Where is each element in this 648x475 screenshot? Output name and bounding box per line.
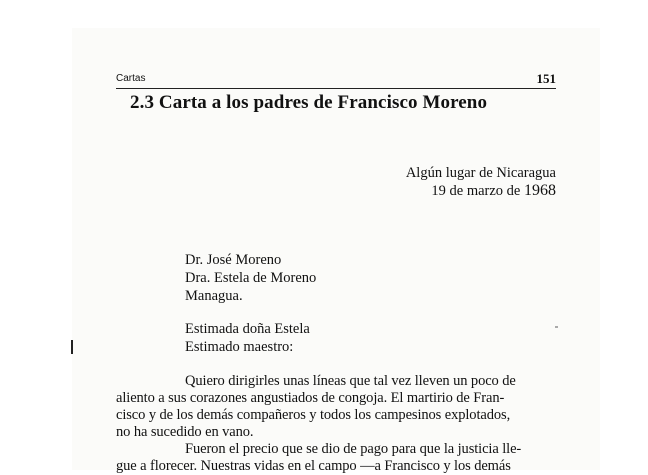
- letter-body: [116, 373, 521, 475]
- running-header-section: Cartas: [116, 73, 146, 84]
- addressee-line: Dra. Estela de Moreno: [185, 270, 317, 286]
- letter-title: 2.3 Carta a los padres de Francisco Moreno: [130, 92, 488, 113]
- salutation-line: Estimada doña Estela: [185, 321, 310, 337]
- body-line: Fueron el precio que se dio de pago para que la justicia lle-: [185, 441, 522, 457]
- addressee-line: Dr. José Moreno: [185, 252, 282, 268]
- scan-margin-mark: [71, 340, 73, 354]
- body-line: Quiero dirigirles unas líneas que tal vez lleven un poco de: [185, 373, 516, 389]
- letter-year: 1968: [524, 182, 556, 199]
- body-line: aliento a sus corazones angustiados de congoja. El martirio de Fran-: [116, 390, 505, 406]
- letter-date-line: [406, 182, 556, 200]
- letter-date: 19 de marzo de: [431, 183, 521, 199]
- body-line: gue a florecer. Nuestras vidas en el campo —a Francisco y los demás: [116, 458, 511, 474]
- salutation-line: Estimado maestro:: [185, 339, 294, 355]
- body-line: no ha sucedido en vano.: [116, 424, 254, 440]
- body-line: cisco y de los demás compañeros y todos los campesinos explotados,: [116, 407, 511, 423]
- letter-place: Algún lugar de Nicaragua: [405, 165, 556, 181]
- running-header: [116, 72, 556, 89]
- salutation-block: [185, 320, 310, 356]
- scan-speck: [555, 326, 558, 328]
- place-and-date: [406, 164, 556, 200]
- addressee-block: [185, 251, 316, 305]
- page-number: 151: [536, 71, 556, 86]
- addressee-line: Managua.: [185, 288, 243, 304]
